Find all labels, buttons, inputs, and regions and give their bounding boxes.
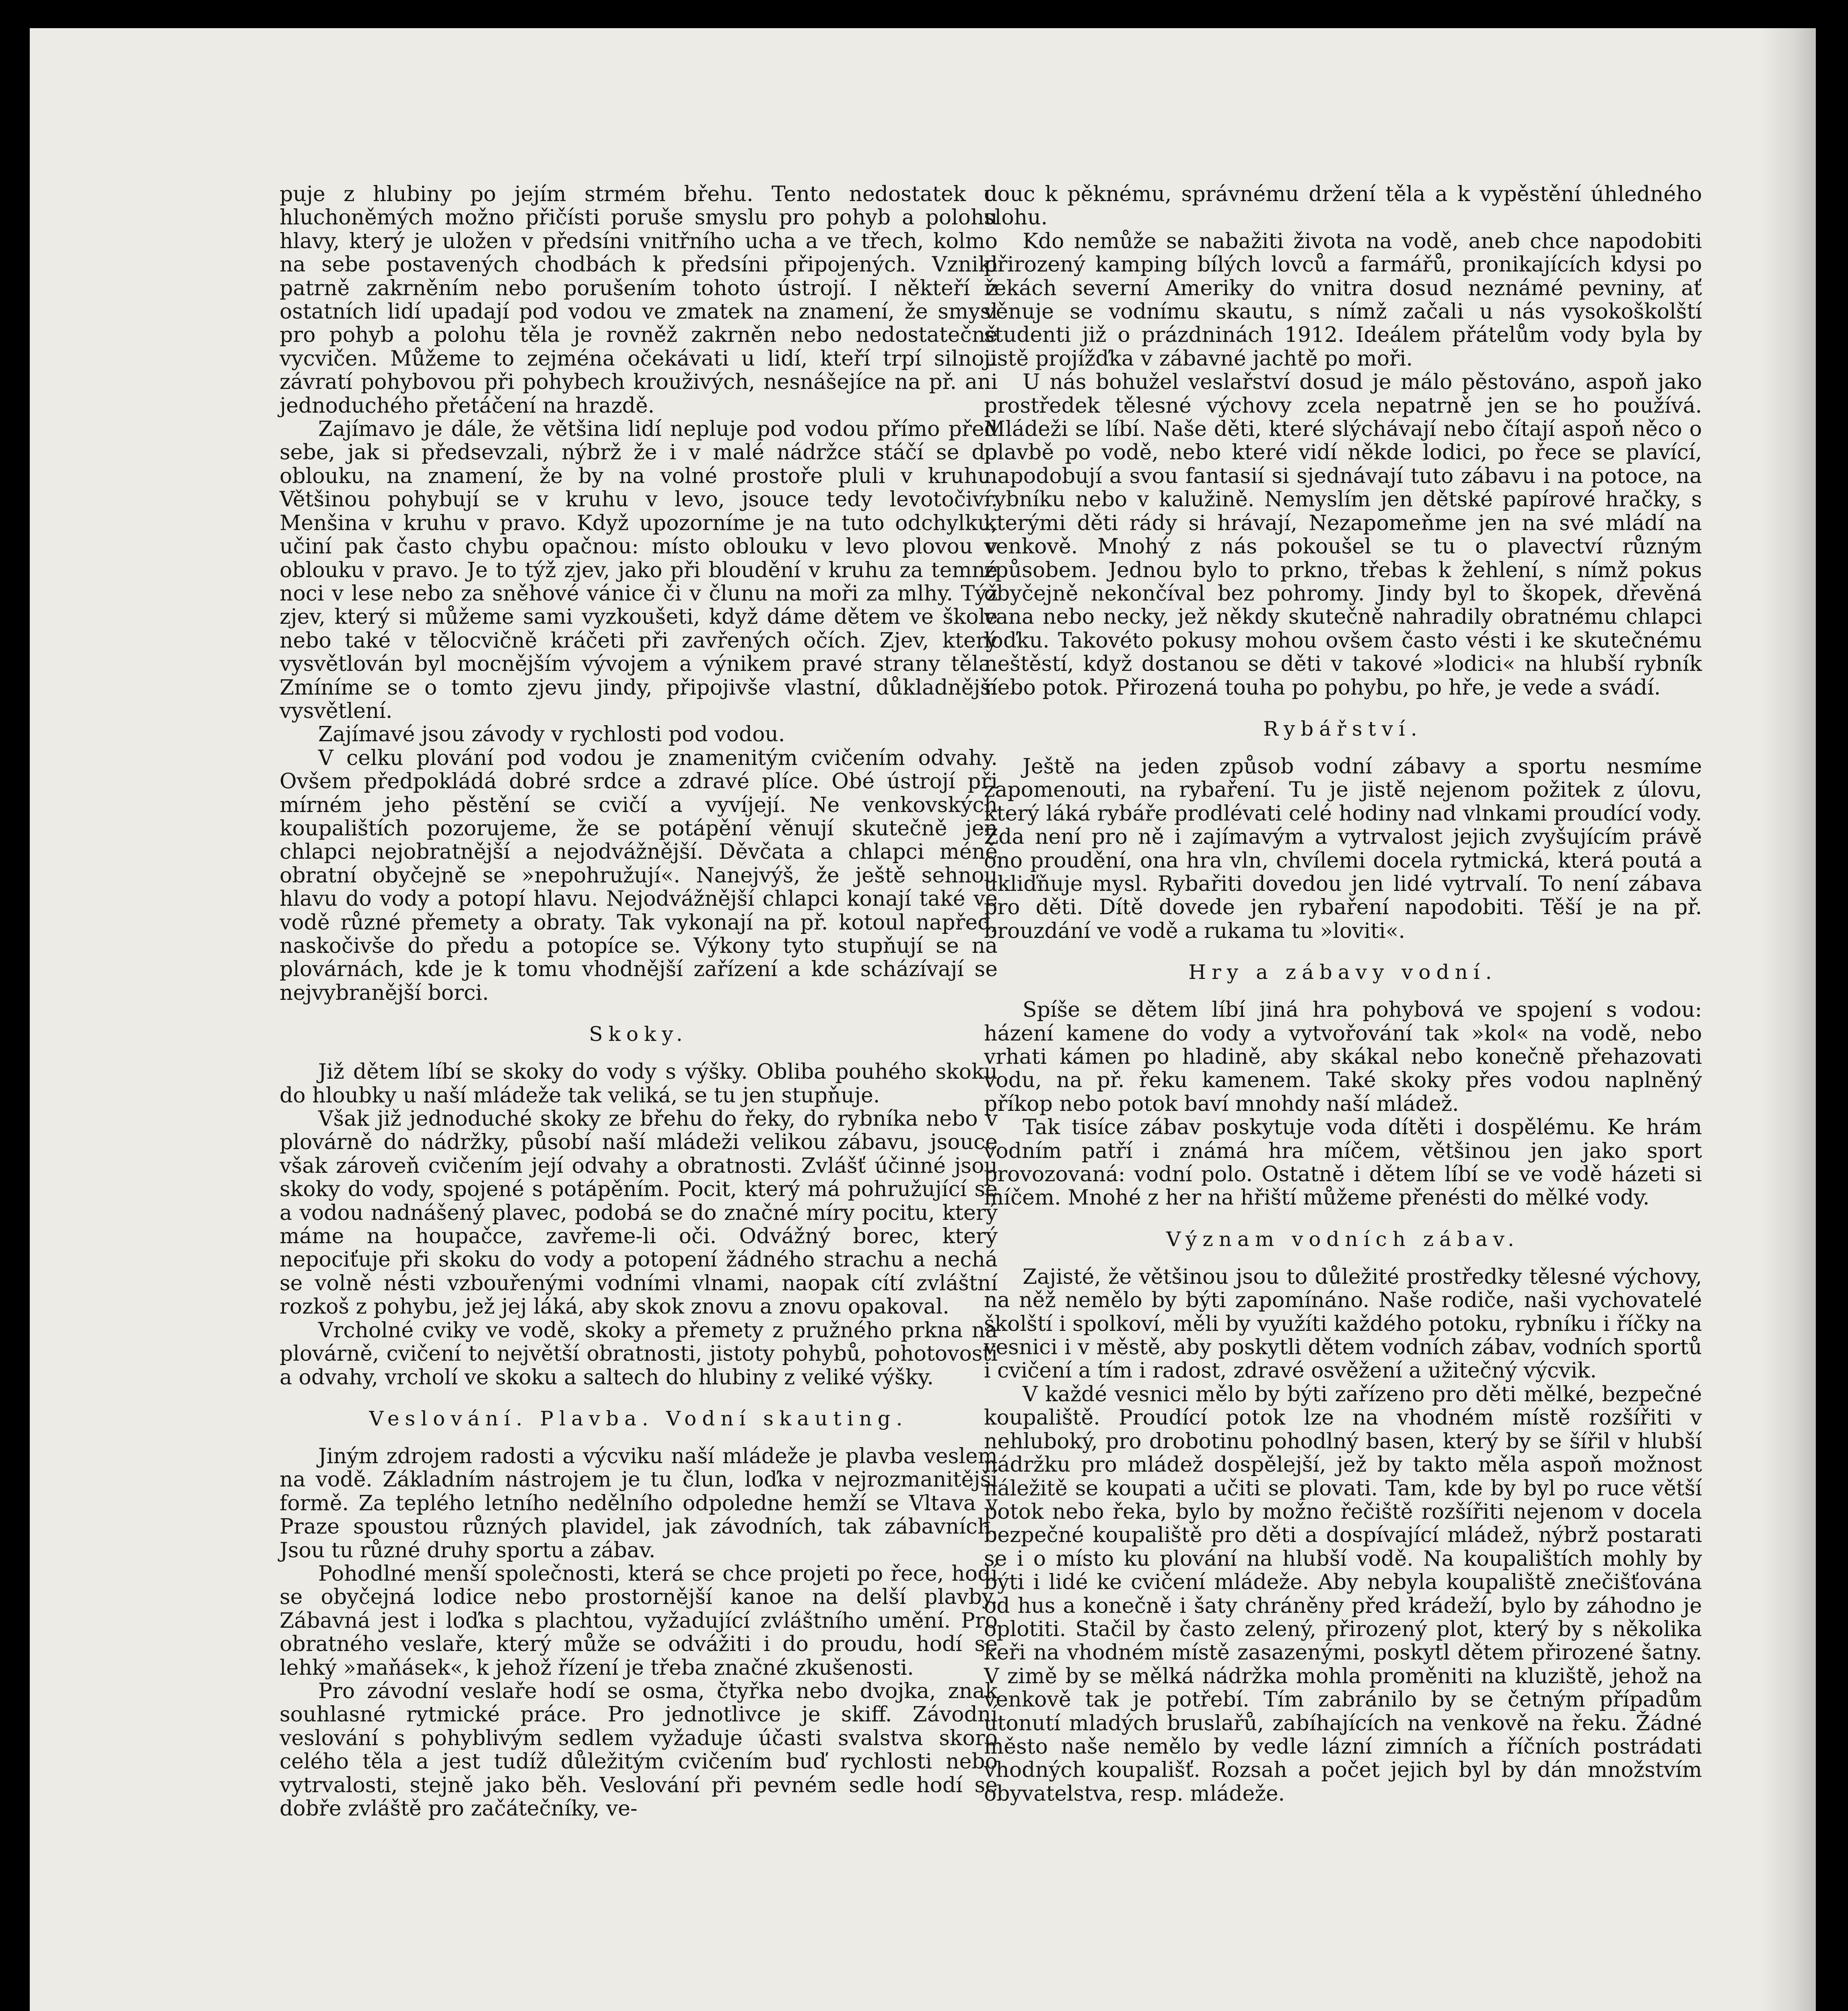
right-column — [984, 183, 1702, 1805]
left-column-paragraph: Jiným zdrojem radosti a výcviku naší mládeže je plavba veslem na vodě. Základním nástrojem je tu člun, loďka v nejrozmanitější formě. Za teplého letního nedělního odpoledne hemží se Vltava v Praze spoustou různých plavidel, jak závodních, tak zábavních. Jsou tu různé druhy sportu a zábav. — [280, 1444, 998, 1563]
left-column-paragraph: V celku plování pod vodou je znamenitým cvičením odvahy. Ovšem předpokládá dobré srdce a zdravé plíce. Obé ústrojí při mírném jeho pěstění se cvičí a vyvíjejí. Ne venkovských koupalištích pozorujeme, že se potápění věnují skutečně jen chlapci nejobratnější a nejodvážnější. Děvčata a chlapci méně obratní obyčejně se »nepohružují«. Nanejvýš, že ještě sehnou hlavu do vody a potopí hlavu. Nejodvážnější chlapci konají také ve vodě různé přemety a obraty. Tak vykonají na př. kotoul napřed, naskočivše do předu a potopíce se. Výkony tyto stupňují se na plovárnách, kde je k tomu vhodnější zařízení a kde scházívají se nejvybranější borci. — [280, 746, 998, 1005]
left-column-paragraph: Vrcholné cviky ve vodě, skoky a přemety z pružného prkna na plovárně, cvičení to největší obratnosti, jistoty pohybů, pohotovosti a odvahy, vrcholí ve skoku a saltech do hlubiny z veliké výšky. — [280, 1318, 998, 1390]
right-column-paragraph: V každé vesnici mělo by býti zařízeno pro děti mělké, bezpečné koupaliště. Proudící potok lze na vhodném místě rozšířiti v nehluboký, pro drobotinu pohodlný basen, který by se šířil v hlubší nádržku pro mládež dospělejší, jež by takto měla aspoň možnost náležitě se koupati a učiti se plovati. Tam, kde by byl po ruce větší potok nebo řeka, bylo by možno řečiště rozšířiti nejenom v docela bezpečné koupaliště pro děti a dospívající mládež, nýbrž postarati se i o místo ku plování na hlubší vodě. Na koupalištích mohly by býti i lidé ke cvičení mládeže. Aby nebyla koupaliště znečišťována od hus a konečně i šaty chráněny před krádeží, bylo by záhodno je oplotiti. Stačil by často zelený, přirozený plot, který by s několika keři na vhodném místě zasazenými, poskytl dětem přirozené šatny. V zimě by se mělká nádržka mohla proměniti na kluziště, jehož na venkově tak je potřebí. Tím zabránilo by se četným případům utonutí mladých bruslařů, zabíhajících na venkově na řeku. Žádné město naše nemělo by vedle lázní zimních a říčních postrádati vhodných koupališť. Rozsah a počet jejich byl by dán množstvím obyvatelstva, resp. mládeže. — [984, 1382, 1702, 1806]
left-column-paragraph: puje z hlubiny po jejím strmém břehu. Tento nedostatek u hluchoněmých možno přičísti poruše smyslu pro pohyb a polohu hlavy, který je uložen v předsíni vnitřního ucha a ve třech, kolmo na sebe postavených chodbách k předsíni připojených. Vznikl patrně zakrněním nebo porušením tohoto ústrojí. I někteří z ostatních lidí upadají pod vodou ve zmatek na znamení, že smysl pro pohyb a polohu těla je rovněž zakrněn nebo nedostatečně vycvičen. Můžeme to zejména očekávati u lidí, kteří trpí silnou závratí pohybovou při pohybech krouživých, nesnášejíce na př. ani jednoduchého přetáčení na hrazdě. — [280, 182, 998, 418]
left-column — [280, 183, 998, 1820]
left-column-section-heading: Skoky. — [589, 1022, 688, 1046]
right-column-paragraph: Tak tisíce zábav poskytuje voda dítěti i dospělému. Ke hrám vodním patří i známá hra míčem, většinou jen jako sport provozovaná: vodní polo. Ostatně i dětem líbí se ve vodě házeti si míčem. Mnohé z her na hřiští můžeme přenésti do mělké vody. — [984, 1115, 1702, 1210]
right-column-paragraph: Kdo nemůže se nabažiti života na vodě, aneb chce napodobiti přirozený kamping bílých lovců a farmářů, pronikajících kdysi po řekách severní Ameriky do vnitra dosud neznámé pevniny, ať věnuje se vodnímu skautu, s nímž začali u nás vysokoškolští studenti již o prázdninách 1912. Ideálem přátelům vody byla by jistě projížďka v zábavné jachtě po moři. — [984, 229, 1702, 371]
right-column-paragraph: Ještě na jeden způsob vodní zábavy a sportu nesmíme zapomenouti, na rybaření. Tu je jistě nejenom požitek z úlovu, který láká rybáře prodlévati celé hodiny nad vlnkami proudící vody. Zda není pro ně i zajímavým a vytrvalost jejich zvyšujícím právě ono proudění, ona hra vln, chvílemi docela rytmická, která poutá a ukliďňuje mysl. Rybařiti dovedou jen lidé vytrvalí. To není zábava pro děti. Dítě dovede jen rybaření napodobiti. Těší je na př. brouzdání ve vodě a rukama tu »loviti«. — [984, 754, 1702, 943]
left-column-paragraph: Pohodlné menší společnosti, která se chce projeti po řece, hodí se obyčejná lodice nebo prostornější kanoe na delší plavby. Zábavná jest i loďka s plachtou, vyžadující zvláštního umění. Pro obratného veslaře, který může se odvážiti i do proudu, hodí se lehký »maňásek«, k jehož řízení je třeba značné zkušenosti. — [280, 1561, 998, 1680]
left-column-paragraph: Zajímavé jsou závody v rychlosti pod vodou. — [318, 722, 785, 747]
right-column-section-heading: Význam vodních zábav. — [1166, 1227, 1520, 1251]
right-column-paragraph: U nás bohužel veslařství dosud je málo pěstováno, aspoň jako prostředek tělesné výchovy zcela nepatrně jen se ho používá. Mládeži se líbí. Naše děti, které slýchávají nebo čítají aspoň něco o plavbě po vodě, nebo které vidí někde lodici, po řece se plavící, napodobují a svou fantasií si sjednávají tuto zábavu i na potoce, na rybníku nebo v kalužině. Nemyslím jen dětské papírové hračky, s kterými děti rády si hrávají, Nezapomeňme jen na své mládí na venkově. Mnohý z nás pokoušel se tu o plavectví různým způsobem. Jednou bylo to prkno, třebas k žehlení, s nímž pokus obyčejně nekončíval bez pohromy. Jindy byl to škopek, dřevěná vana nebo necky, jež někdy skutečně nahradily obratnému chlapci loďku. Takovéto pokusy mohou ovšem často vésti i ke skutečnému neštěstí, když dostanou se děti v takové »lodici« na hlubší rybník nebo potok. Přirozená touha po pohybu, po hře, je vede a svádí. — [984, 370, 1702, 700]
right-column-paragraph: Zajisté, že většinou jsou to důležité prostředky tělesné výchovy, na něž nemělo by býti zapomínáno. Naše rodiče, naši vychovatelé školští i spolkoví, měli by využíti každého potoku, rybníku i říčky na vesnici i v městě, aby poskytli dětem vodních zábav, vodních sportů i cvičení a tím i radost, zdravé osvěžení a užitečný výcvik. — [984, 1265, 1702, 1383]
right-column-paragraph: Spíše se dětem líbí jiná hra pohybová ve spojení s vodou: házení kamene do vody a vytvořování tak »kol« na vodě, nebo vrhati kámen po hladině, aby skákal nebo konečně přehazovati vodu, na př. řeku kamenem. Také skoky přes vodou naplněný příkop nebo potok baví mnohdy naší mládež. — [984, 998, 1702, 1116]
left-column-paragraph: Již dětem líbí se skoky do vody s výšky. Obliba pouhého skoku do hloubky u naší mládeže tak veliká, se tu jen stupňuje. — [280, 1060, 998, 1108]
page-sheet — [30, 28, 1816, 2011]
right-column-section-heading: Rybářství. — [1263, 717, 1423, 740]
left-column-paragraph: Zajímavo je dále, že většina lidí nepluje pod vodou přímo před sebe, jak si předsevzali, nýbrž že i v malé nádržce stáčí se do oblouku, na znamení, že by na volné prostoře pluli v kruhu. Většinou pohybují se v kruhu v levo, jsouce tedy levotočiví. Menšina v kruhu v pravo. Když upozorníme je na tuto odchylku, učiní pak často chybu opačnou: místo oblouku v levo plovou v oblouku v pravo. Je to týž zjev, jako při bloudění v kruhu za temné noci v lese nebo za sněhové vánice či v člunu na moři za mlhy. Týž zjev, který si můžeme sami vyzkoušeti, když dáme dětem ve škole nebo také v tělocvičně kráčeti při zavřených očích. Zjev, který vysvětlován byl mocnějším vývojem a výnikem pravé strany těla. Zmíníme se o tomto zjevu jindy, připojivše vlastní, důkladnější vysvětlení. — [280, 417, 998, 723]
left-column-paragraph: Pro závodní veslaře hodí se osma, čtyřka nebo dvojka, znak souhlasné rytmické práce. Pro jednotlivce je skiff. Závodní veslování s pohyblivým sedlem vyžaduje účasti svalstva skoro celého těla a jest tudíž důležitým cvičením buď rychlosti nebo vytrvalosti, stejně jako běh. Veslování při pevném sedle hodí se dobře zvláště pro začátečníky, ve- — [280, 1679, 998, 1821]
binding-shadow — [1760, 28, 1816, 2011]
right-column-section-heading: Hry a zábavy vodní. — [1188, 960, 1498, 984]
left-column-section-heading: Veslování. Plavba. Vodní skauting. — [369, 1406, 908, 1430]
left-column-paragraph: Však již jednoduché skoky ze břehu do řeky, do rybníka nebo v plovárně do nádržky, působí naší mládeži velikou zábavu, jsouce však zároveň cvičením její odvahy a obratnosti. Zvlášť účinné jsou skoky do vody, spojené s potápěním. Pocit, který má pohružující se a vodou nadnášený plavec, podobá se do značné míry pocitu, který máme na houpačce, zavřeme-li oči. Odvážný borec, který nepociťuje při skoku do vody a potopení žádného strachu a nechá se volně nésti vzbouřenými vodními vlnami, naopak cítí zvláštní rozkoš z pohybu, jež jej láká, aby skok znovu a znovu opakoval. — [280, 1107, 998, 1319]
right-column-paragraph: douc k pěknému, správnému držení těla a k vypěstění úhledného slohu. — [984, 182, 1702, 230]
